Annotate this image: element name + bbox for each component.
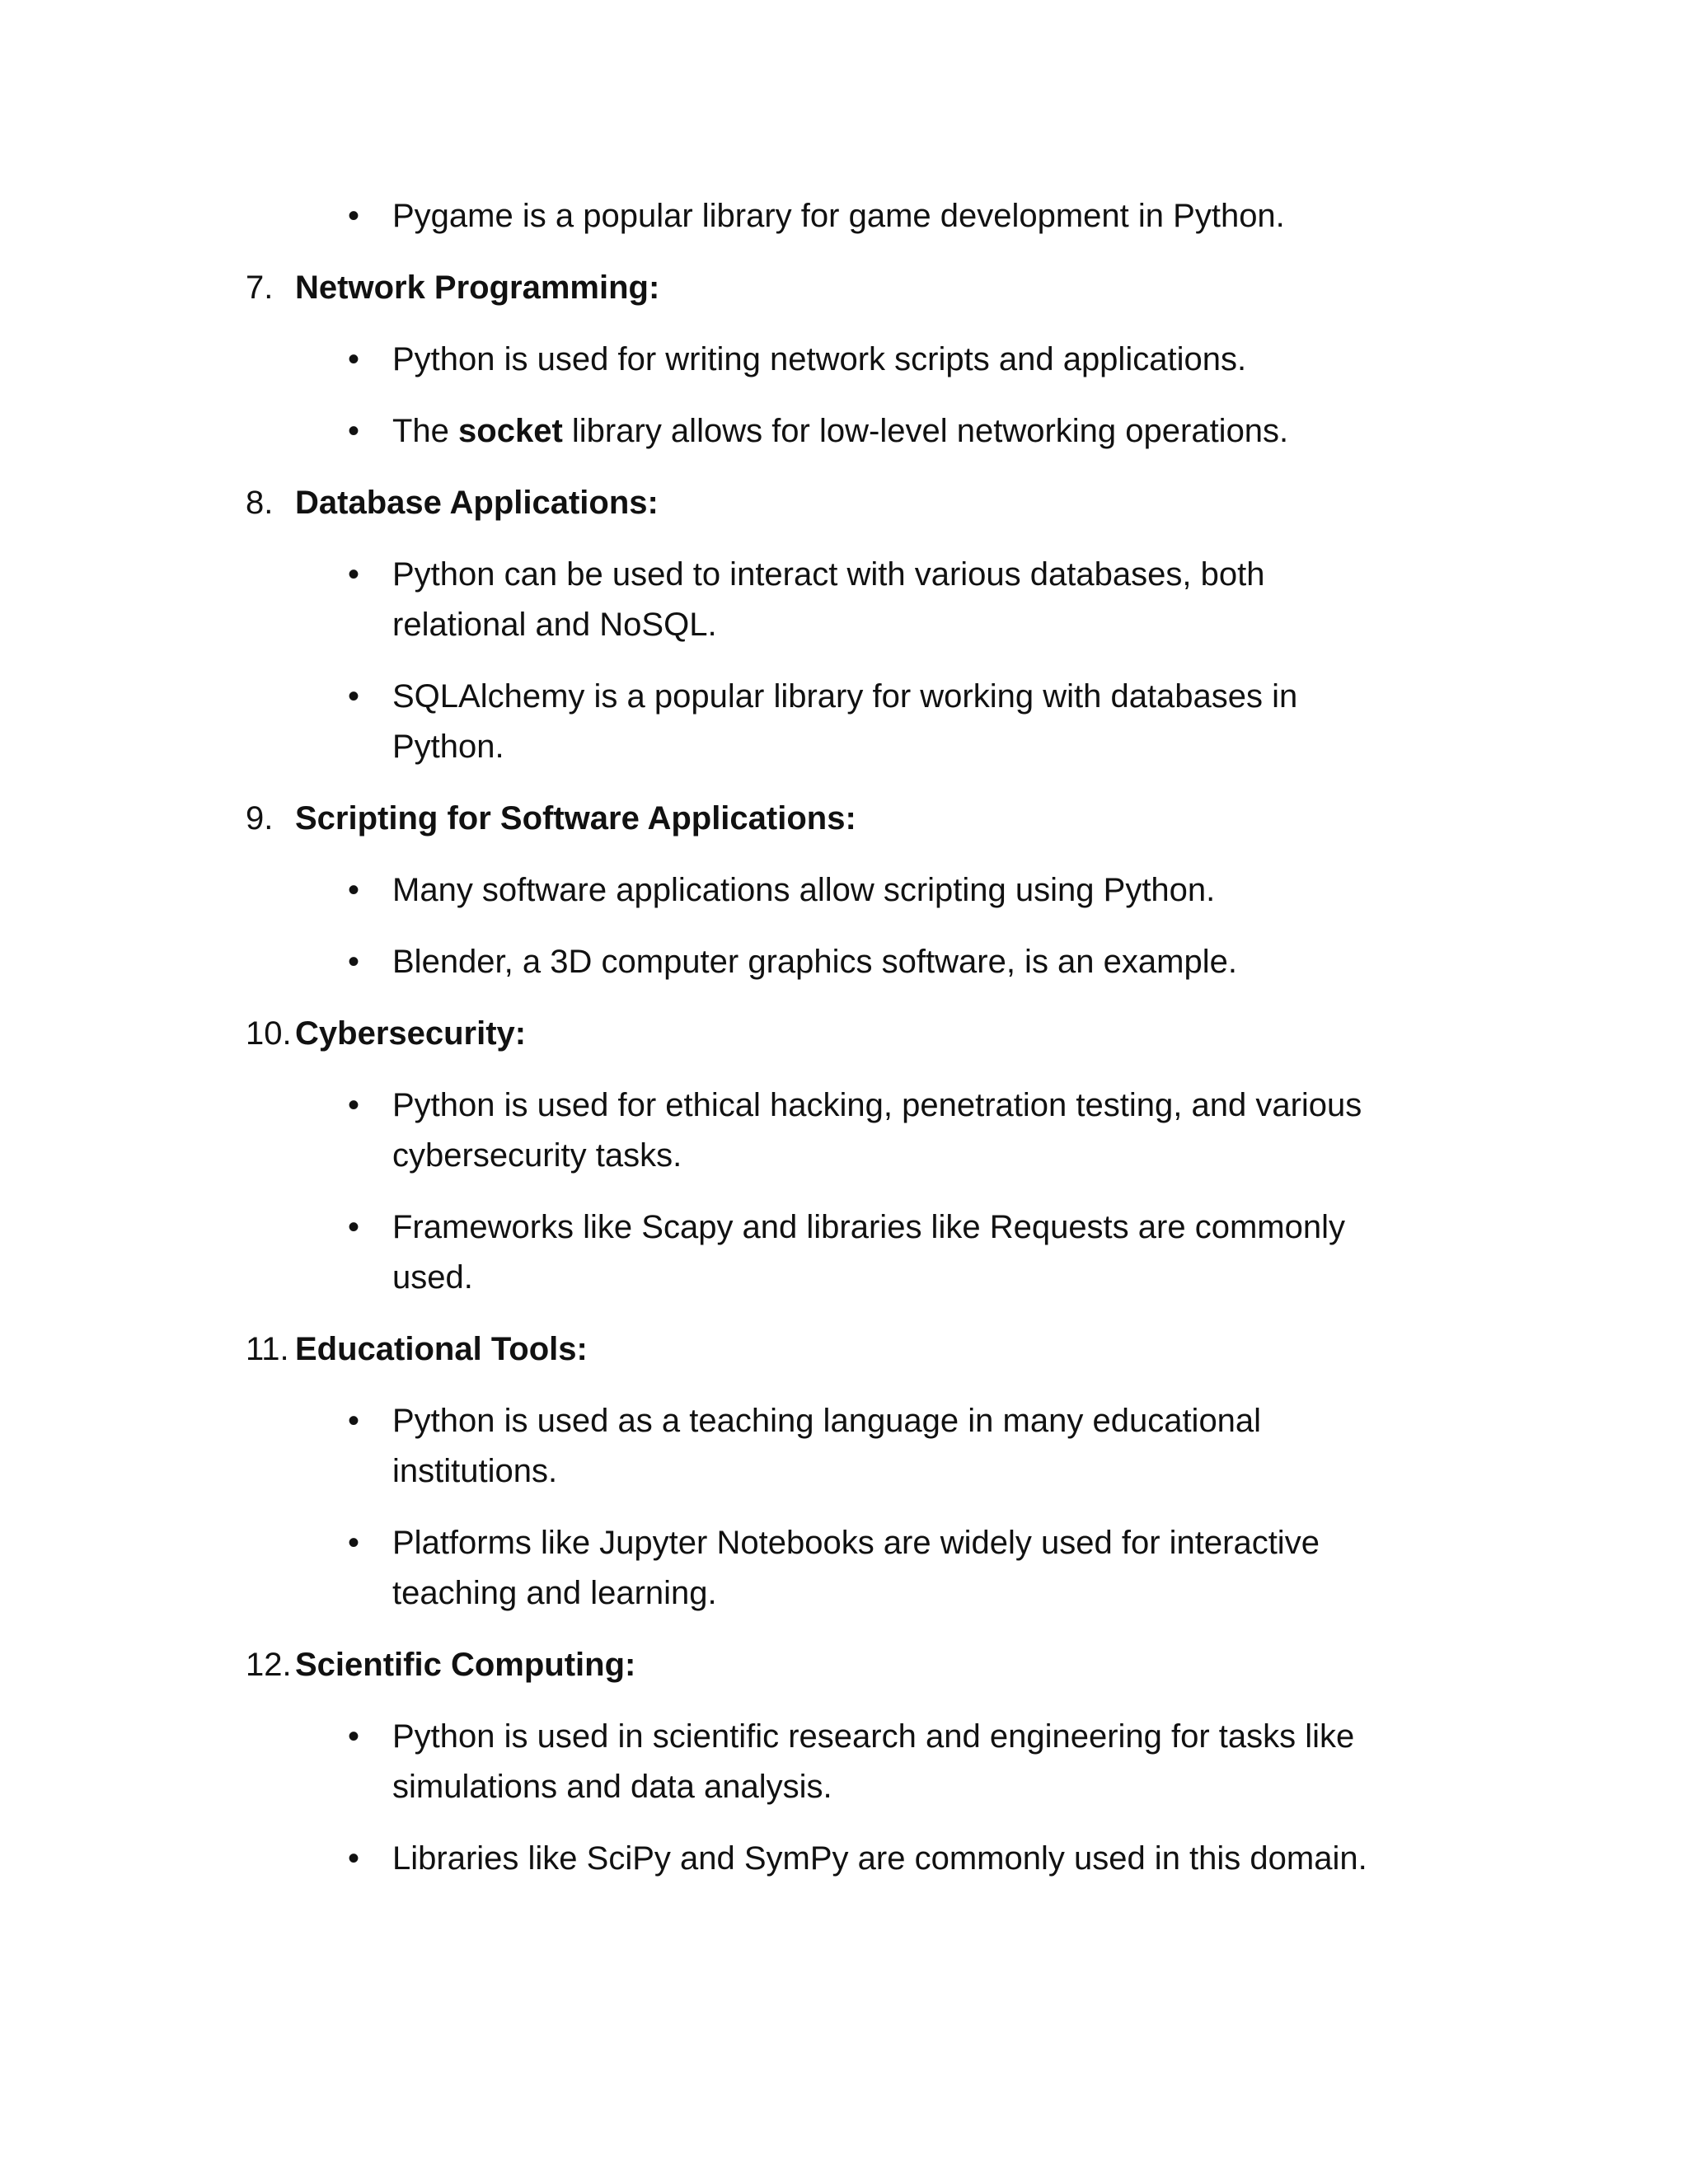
bullet-icon: • <box>348 1718 360 1755</box>
section-number: 9. <box>246 800 274 837</box>
section-title: Cybersecurity: <box>295 1015 527 1052</box>
bullet-icon: • <box>348 1403 360 1439</box>
list-item-text-line: SQLAlchemy is a popular library for working with databases in <box>392 678 1298 715</box>
bullet-icon: • <box>348 1209 360 1245</box>
section-number: 10. <box>246 1015 292 1052</box>
bullet-icon: • <box>348 872 360 908</box>
list-item <box>246 865 1457 916</box>
list-item <box>246 191 1457 241</box>
bullet-icon: • <box>348 556 360 593</box>
section-heading-database-applications <box>246 478 1457 528</box>
list-item <box>246 406 1457 457</box>
list-item-text-line: cybersecurity tasks. <box>392 1137 682 1174</box>
bullet-icon: • <box>348 944 360 980</box>
list-item-text-line: Python is used as a teaching language in many educational <box>392 1403 1262 1439</box>
list-item-text-line: Python is used in scientific research and engineering for tasks like <box>392 1718 1355 1755</box>
section-heading-educational-tools <box>246 1324 1457 1375</box>
section-number: 11. <box>246 1331 289 1367</box>
list-item <box>246 1396 1457 1497</box>
section-heading-scripting <box>246 794 1457 844</box>
bullet-icon: • <box>348 198 360 234</box>
section-heading-network-programming <box>246 263 1457 313</box>
list-item-text-line: Python. <box>392 729 504 765</box>
list-item-text-line: institutions. <box>392 1453 558 1489</box>
section-heading-scientific-computing <box>246 1640 1457 1690</box>
section-title: Network Programming: <box>295 269 660 306</box>
list-item-text-line: Platforms like Jupyter Notebooks are widely used for interactive <box>392 1525 1320 1561</box>
list-item <box>246 335 1457 385</box>
bullet-icon: • <box>348 678 360 715</box>
bold-term: socket <box>458 413 563 449</box>
list-item-text: Libraries like SciPy and SymPy are commonly used in this domain. <box>392 1840 1367 1877</box>
list-item-text-line: used. <box>392 1259 473 1296</box>
list-item-text: Pygame is a popular library for game development in Python. <box>392 198 1285 234</box>
list-item <box>246 1834 1457 1884</box>
list-item <box>246 1080 1457 1181</box>
list-item <box>246 1518 1457 1619</box>
bullet-icon: • <box>348 1840 360 1877</box>
list-item-text-line: Python can be used to interact with various databases, both <box>392 556 1265 593</box>
list-item <box>246 550 1457 650</box>
bullet-icon: • <box>348 1525 360 1561</box>
section-title: Scientific Computing: <box>295 1647 636 1683</box>
bullet-icon: • <box>348 341 360 377</box>
section-title: Educational Tools: <box>295 1331 588 1367</box>
document-content <box>246 191 1457 1884</box>
list-item-text: Many software applications allow scripting using Python. <box>392 872 1216 908</box>
list-item <box>246 937 1457 987</box>
bullet-icon: • <box>348 413 360 449</box>
list-item-text-line: Frameworks like Scapy and libraries like Requests are commonly <box>392 1209 1345 1245</box>
list-item-text: Blender, a 3D computer graphics software, is an example. <box>392 944 1237 980</box>
bullet-icon: • <box>348 1087 360 1123</box>
section-number: 12. <box>246 1647 292 1683</box>
section-number: 7. <box>246 269 274 306</box>
list-item-text-line: simulations and data analysis. <box>392 1769 832 1805</box>
list-item <box>246 1712 1457 1812</box>
section-title: Database Applications: <box>295 485 659 521</box>
text-span: The <box>392 413 459 449</box>
list-item <box>246 672 1457 772</box>
list-item <box>246 1202 1457 1303</box>
list-item-text-line: relational and NoSQL. <box>392 607 717 643</box>
section-heading-cybersecurity <box>246 1009 1457 1059</box>
list-item-text <box>392 406 1457 457</box>
list-item-text-line: Python is used for ethical hacking, penetration testing, and various <box>392 1087 1362 1123</box>
section-title: Scripting for Software Applications: <box>295 800 856 837</box>
section-number: 8. <box>246 485 274 521</box>
list-item-text: Python is used for writing network scripts and applications. <box>392 341 1247 377</box>
list-item-text-line: teaching and learning. <box>392 1575 717 1611</box>
text-span: library allows for low-level networking operations. <box>562 413 1289 449</box>
